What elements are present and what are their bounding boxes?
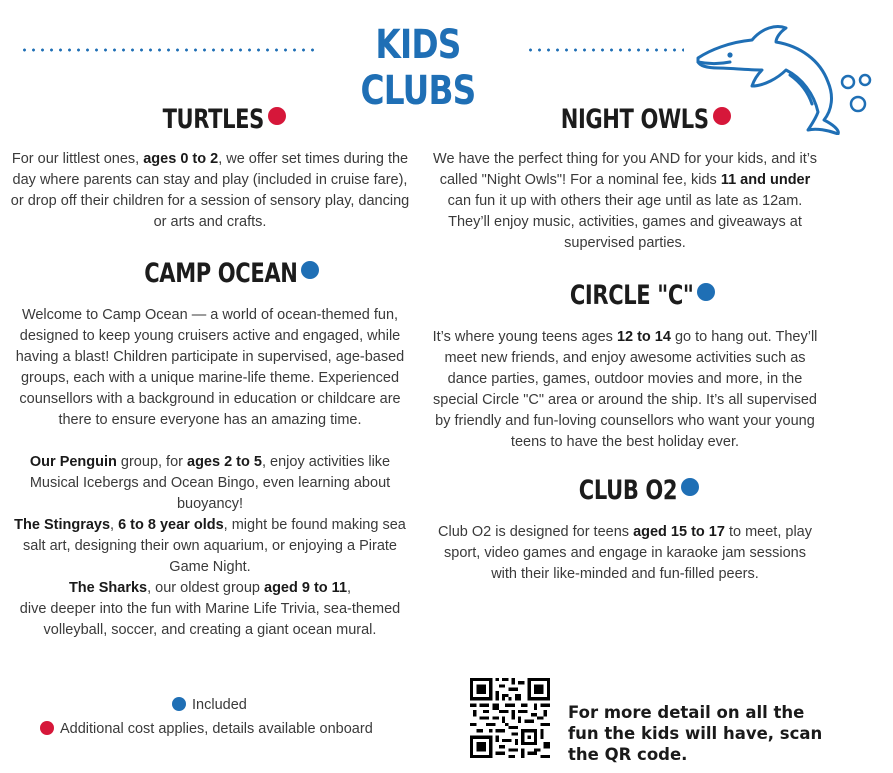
turtles-title: TURTLES [10,104,410,135]
night-owls-section [430,104,820,254]
page-title: KIDS CLUBS [360,22,476,114]
dotted-rule-left [20,48,318,52]
camp-ocean-section [10,258,410,641]
legend [38,694,398,742]
club-o2-section [430,475,820,585]
included-dot [681,478,699,496]
turtles-section [10,104,410,233]
camp-ocean-sharks: The Sharks, our oldest group aged 9 to 11, dive deeper into the fun with Marine Life Trivia, sea-themed volleyball, soccer, and creating a giant ocean mural. [19,580,401,638]
additional-cost-dot [713,107,731,125]
included-dot [301,261,319,279]
dotted-rule-right [526,48,684,52]
qr-caption: For more detail on all the fun the kids will have, scan the QR code. [568,703,823,764]
red-dot-icon [40,721,54,735]
night-owls-title: NIGHT OWLS [430,104,820,135]
blue-dot-icon [172,697,186,711]
night-owls-description: We have the perfect thing for you AND for your kids, and it’s called "Night Owls"! For a nominal fee, kids 11 and under can fun it up with others their age until as late as 12am. They’ll enjoy music, activities, games and giveaways at supervised parties. [433,151,817,251]
camp-ocean-title: CAMP OCEAN [10,258,410,289]
qr-code[interactable] [470,678,550,758]
circle-c-description: It’s where young teens ages 12 to 14 go to hang out. They’ll meet new friends, and enjoy awesome activities such as dance parties, games, outdoor movies and more, in the special Circle "C" area or around the ship. It’s all supervised by friendly and fun-loving counsellors who want your young teens to have the best holiday ever. [432,329,818,450]
club-o2-description: Club O2 is designed for teens aged 15 to 17 to meet, play sport, video games and engage in karaoke jam sessions with their like-minded and fun-filled peers. [438,524,812,582]
camp-ocean-penguin: Our Penguin group, for ages 2 to 5, enjoy activities like Musical Icebergs and Ocean Bingo, even learning about buoyancy! [29,454,391,512]
additional-cost-dot [268,107,286,125]
camp-ocean-stingrays: The Stingrays, 6 to 8 year olds, might be found making sea salt art, designing their own aquarium, or enjoying a Pirate Game Night. [14,517,406,575]
camp-ocean-intro: Welcome to Camp Ocean — a world of ocean-themed fun, designed to keep young cruisers active and engaged, while having a blast! Children participate in supervised, age-based groups, each with a unique marine-life theme. Experienced counsellors with a background in education or childcare are there to ensure everyone has an amazing time. [15,307,405,428]
club-o2-title: CLUB O2 [430,475,820,506]
turtles-description: For our littlest ones, ages 0 to 2, we offer set times during the day where parents can stay and play (included in cruise fare), or drop off their children for a session of sensory play, dancing or arts and crafts. [10,151,410,230]
included-dot [697,283,715,301]
circle-c-section [430,280,820,453]
circle-c-title: CIRCLE "C" [430,280,820,311]
legend-additional-cost: Additional cost applies, details available onboard [38,718,398,742]
legend-included: Included [38,694,398,718]
